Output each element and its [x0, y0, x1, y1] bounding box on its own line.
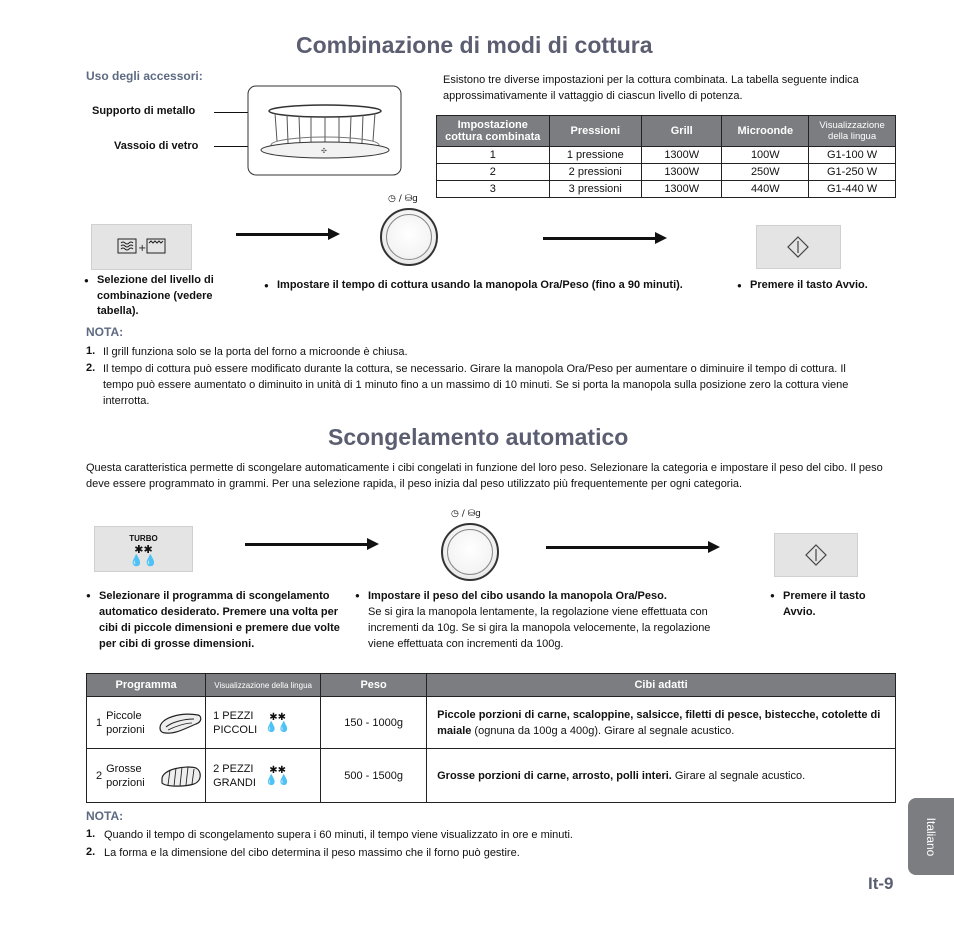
- combination-step-2: ● Impostare il tempo di cottura usando la manopola Ora/Peso (fino a 90 minuti).: [277, 278, 707, 294]
- table-cell: 100W: [722, 147, 809, 164]
- note-number: 1.: [86, 828, 96, 840]
- table-cell: G1-250 W: [809, 164, 896, 181]
- table-cell: 2: [437, 164, 550, 181]
- display-cell: [206, 749, 321, 803]
- weight-cell: 500 - 1500g: [321, 749, 427, 803]
- table-header: Visualizzazione della lingua: [809, 116, 896, 147]
- table-header: Grill: [642, 116, 722, 147]
- display-cell: [206, 697, 321, 749]
- language-tab-label: Italiano: [924, 817, 938, 856]
- note-number: 1.: [86, 345, 96, 357]
- program-number: 2: [96, 769, 103, 782]
- section1-intro: Esistono tre diverse impostazioni per la cottura combinata. La tabella seguente indica approssimativamente il vattaggio di ciascun livello di potenza.: [443, 74, 859, 102]
- nota-label: NOTA:: [86, 809, 124, 823]
- food-cell: [427, 697, 896, 749]
- table-cell: 2 pressioni: [549, 164, 642, 181]
- turbo-label: TURBO: [129, 534, 158, 543]
- step-arrow: [543, 237, 657, 240]
- glass-tray-label: Vassoio di vetro: [114, 140, 199, 152]
- time-weight-dial[interactable]: [380, 208, 438, 266]
- table-header-row: [437, 116, 896, 147]
- note-number: 2.: [86, 362, 96, 374]
- note-text: Quando il tempo di scongelamento supera i 60 minuti, il tempo viene visualizzato in ore e minuti.: [104, 829, 573, 841]
- table-cell: 1300W: [642, 164, 722, 181]
- table-header: Programma: [87, 674, 206, 697]
- steak-icon: [156, 710, 204, 736]
- step-arrow: [236, 233, 330, 236]
- metal-support-label: Supporto di metallo: [92, 105, 196, 117]
- nota-label: NOTA:: [86, 325, 124, 339]
- table-cell: G1-100 W: [809, 147, 896, 164]
- combination-step-1: ● Selezione del livello di combinazione (vedere tabella).: [97, 273, 237, 320]
- table-header: Pressioni: [549, 116, 642, 147]
- start-button[interactable]: [756, 225, 841, 269]
- defrost-icon: ✱✱ 💧💧: [129, 543, 158, 567]
- turbo-defrost-button[interactable]: [94, 526, 193, 572]
- table-header: Microonde: [722, 116, 809, 147]
- defrost-step-1: ● Selezionare il programma di scongelamento automatico desiderato. Premere una volta per cibi di piccole dimensioni e premere due volte per cibi di grosse dimensioni.: [99, 588, 344, 652]
- defrost-icon: ✱✱ 💧💧: [265, 711, 291, 733]
- start-icon: [775, 534, 857, 576]
- table-row: [437, 181, 896, 198]
- defrost-step-2-bold: Impostare il peso del cibo usando la manopola Ora/Peso.: [368, 590, 667, 602]
- combination-button[interactable]: [91, 224, 192, 270]
- note-text: Il grill funziona solo se la porta del forno a microonde è chiusa.: [103, 346, 408, 358]
- combination-step-3: ● Premere il tasto Avvio.: [750, 278, 900, 294]
- table-row: [437, 164, 896, 181]
- food-bold: Grosse porzioni di carne, arrosto, polli interi.: [437, 769, 672, 782]
- table-cell: G1-440 W: [809, 181, 896, 198]
- section2-title: Scongelamento automatico: [328, 424, 629, 450]
- defrost-step-3: ● Premere il tasto Avvio.: [783, 588, 893, 620]
- program-cell: [87, 749, 206, 803]
- food-text: Girare al segnale acustico.: [671, 769, 806, 782]
- step-arrow: [546, 546, 710, 549]
- table-cell: 3: [437, 181, 550, 198]
- section2-intro: Questa caratteristica permette di scongelare automaticamente i cibi congelati in funzione del loro peso. Selezionare la categoria e impostare il peso del cibo. Il peso deve essere programmato in grammi. Per una selezione rapida, il peso inizia dal peso utilizzato più frequentemente per ogni categoria.: [86, 462, 883, 490]
- table-cell: 1300W: [642, 147, 722, 164]
- food-text: (ognuna da 100g a 400g). Girare al segnale acustico.: [471, 724, 735, 737]
- food-bold: Piccole porzioni di carne, scaloppine, salsicce, filetti di pesce, bistecche, cotolette di maiale: [437, 708, 881, 737]
- svg-text:+: +: [138, 243, 147, 254]
- table-row: [87, 697, 896, 749]
- defrost-step-2: [368, 588, 738, 652]
- program-number: 1: [96, 716, 103, 729]
- time-weight-dial[interactable]: [441, 523, 499, 581]
- program-cell: [87, 697, 206, 749]
- language-tab: [908, 798, 954, 875]
- note-text: La forma e la dimensione del cibo determina il peso massimo che il forno può gestire.: [104, 847, 520, 859]
- food-cell: [427, 749, 896, 803]
- roast-icon: [156, 763, 204, 789]
- table-header: Impostazione cottura combinata: [437, 116, 550, 147]
- combination-power-table: [436, 115, 896, 198]
- table-header: Peso: [321, 674, 427, 697]
- weight-cell: 150 - 1000g: [321, 697, 427, 749]
- table-row: [437, 147, 896, 164]
- defrost-step-2-text: Se si gira la manopola lentamente, la regolazione viene effettuata con incrementi da 10g. Se si gira la manopola velocemente, la regolazione viene effettuata con incrementi da 100g.: [368, 606, 711, 650]
- table-cell: 250W: [722, 164, 809, 181]
- grill-microwave-icon: [92, 225, 191, 269]
- table-row: [87, 749, 896, 803]
- display-text: 2 PEZZI GRANDI: [213, 762, 256, 789]
- accessories-label: Uso degli accessori:: [86, 69, 203, 83]
- page-number: It-9: [868, 874, 894, 893]
- table-cell: 1: [437, 147, 550, 164]
- table-header-row: [87, 674, 896, 697]
- step-arrow: [245, 543, 369, 546]
- table-cell: 3 pressioni: [549, 181, 642, 198]
- defrost-icon: ✱✱ 💧💧: [265, 764, 291, 786]
- table-cell: 1 pressione: [549, 147, 642, 164]
- time-weight-dial-label: ◷ / ⛁g: [451, 509, 481, 519]
- start-icon: [757, 226, 840, 268]
- table-header: Cibi adatti: [427, 674, 896, 697]
- svg-text:✣: ✣: [321, 147, 327, 155]
- start-button[interactable]: [774, 533, 858, 577]
- table-header: Visualizzazione della lingua: [206, 674, 321, 697]
- table-cell: 440W: [722, 181, 809, 198]
- display-text: 1 PEZZI PICCOLI: [213, 709, 258, 736]
- table-cell: 1300W: [642, 181, 722, 198]
- program-name: Grosse porzioni: [106, 762, 145, 789]
- defrost-table: [86, 673, 896, 803]
- note-text: Il tempo di cottura può essere modificato durante la cottura, se necessario. Girare la manopola Ora/Peso per aumentare o diminuire il tempo di cottura. Il tempo può essere aumentato o diminuito in unità di 1 minuto fino a un massimo di 10 minuti. Se si porta la manopola sulla posizione zero la cottura viene interrotta.: [103, 363, 849, 407]
- accessories-illustration: [247, 85, 403, 177]
- note-number: 2.: [86, 846, 96, 858]
- section1-title: Combinazione di modi di cottura: [296, 32, 653, 58]
- program-name: Piccole porzioni: [106, 709, 145, 736]
- time-weight-dial-label: ◷ / ⛁g: [388, 194, 418, 204]
